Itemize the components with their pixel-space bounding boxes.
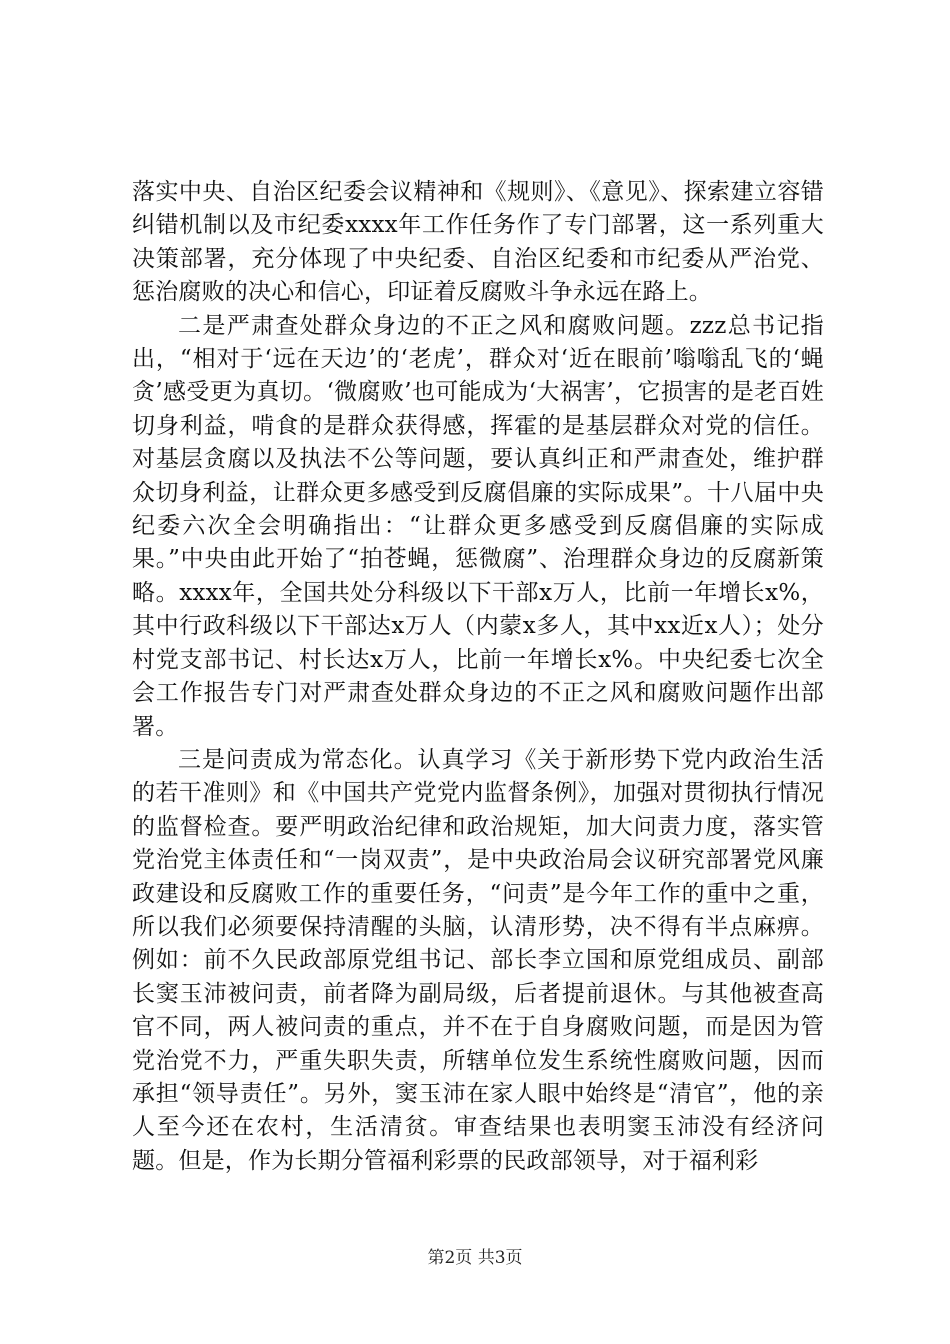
page-footer bbox=[0, 1247, 950, 1269]
body-text bbox=[132, 176, 824, 1178]
paragraph-continuation: 落实中央、自治区纪委会议精神和《规则》、《意见》、探索建立容错纠错机制以及市纪委xxxx年工作任务作了专门部署，这一系列重大决策部署，充分体现了中央纪委、自治区纪委和市纪委从严治党、惩治腐败的决心和信心，印证着反腐败斗争永远在路上。 bbox=[132, 179, 824, 306]
paragraph-point-three: 三是问责成为常态化。认真学习《关于新形势下党内政治生活的若干准则》和《中国共产党党内监督条例》，加强对贯彻执行情况的监督检查。要严明政治纪律和政治规矩，加大问责力度，落实管党治党主体责任和“一岗双责”，是中央政治局会议研究部署党风廉政建设和反腐败工作的重要任务，“问责”是今年工作的重中之重，所以我们必须要保持清醒的头脑，认清形势，决不得有半点麻痹。例如：前不久民政部原党组书记、部长李立国和原党组成员、副部长窦玉沛被问责，前者降为副局级，后者提前退休。与其他被查高官不同，两人被问责的重点，并不在于自身腐败问题，而是因为管党治党不力，严重失职失责，所辖单位发生系统性腐败问题，因而承担“领导责任”。另外，窦玉沛在家人眼中始终是“清官”，他的亲人至今还在农村，生活清贫。审查结果也表明窦玉沛没有经济问题。但是，作为长期分管福利彩票的民政部领导，对于福利彩 bbox=[132, 746, 824, 1174]
paragraph-point-two: 二是严肃查处群众身边的不正之风和腐败问题。zzz总书记指出，“相对于‘远在天边’的‘老虎’，群众对‘近在眼前’嗡嗡乱飞的‘蝇贪’感受更为真切。‘微腐败’也可能成为‘大祸害’，它损害的是老百姓切身利益，啃食的是群众获得感，挥霍的是基层群众对党的信任。对基层贪腐以及执法不公等问题，要认真纠正和严肃查处，维护群众切身利益，让群众更多感受到反腐倡廉的实际成果”。十八届中央纪委六次全会明确指出：“让群众更多感受到反腐倡廉的实际成果。”中央由此开始了“拍苍蝇，惩微腐”、治理群众身边的反腐新策略。xxxx年，全国共处分科级以下干部x万人，比前一年增长x%，其中行政科级以下干部达x万人（内蒙x多人，其中xx近x人）；处分村党支部书记、村长达x万人，比前一年增长x%。中央纪委七次全会工作报告专门对严肃查处群众身边的不正之风和腐败问题作出部署。 bbox=[132, 312, 824, 740]
page-number-label: 第2页 共3页 bbox=[427, 1248, 523, 1268]
